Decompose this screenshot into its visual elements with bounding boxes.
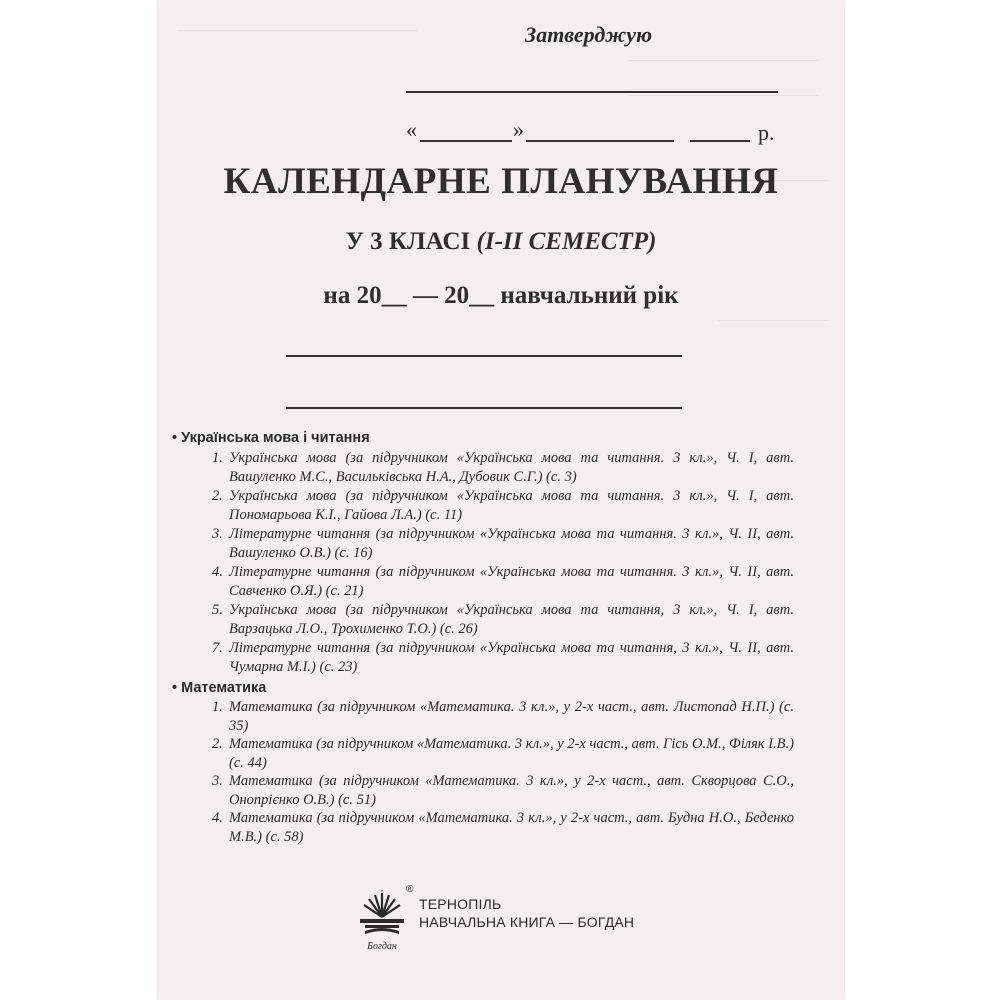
- item-number: 5.: [212, 602, 223, 618]
- list-item: [212, 487, 794, 525]
- academic-year-line: на 20__ — 20__ навчальний рік: [323, 282, 679, 309]
- item-number: 3.: [212, 526, 223, 542]
- item-text: Літературне читання (за підручником «Українська мова та читання, 3 кл.», Ч. ІІ, авт. Чумарна М.І.) (с. 23): [229, 640, 794, 675]
- item-text: Математика (за підручником «Математика. 3 кл.», у 2-х част., авт. Будна Н.О., Беденко М.В.) (с. 58): [229, 810, 794, 845]
- item-text: Літературне читання (за підручником «Українська мова та читання. 3 кл.», Ч. ІІ, авт. Вашуленко О.В.) (с. 16): [229, 526, 794, 561]
- list-item: [212, 772, 794, 809]
- logo-text: Богдан: [367, 941, 397, 952]
- item-number: 1.: [212, 450, 223, 466]
- list-item: [212, 735, 794, 772]
- item-number: 2.: [212, 736, 223, 752]
- item-text: Українська мова (за підручником «Українська мова та читання. 3 кл.», Ч. І, авт. Пономарьова К.І., Гайова Л.А.) (с. 11): [229, 488, 794, 523]
- item-number: 4.: [212, 564, 223, 580]
- list-item: [212, 525, 794, 563]
- item-text: Математика (за підручником «Математика. 3 кл.», у 2-х част., авт. Листопад Н.П.) (с. 35): [229, 699, 794, 734]
- list-item: [212, 563, 794, 601]
- math-list: [212, 698, 794, 846]
- date-quote-open: «: [406, 117, 417, 142]
- item-number: 7.: [212, 640, 223, 656]
- semester-label: (І-ІІ СЕМЕСТР): [476, 228, 657, 255]
- date-month-line: [526, 140, 674, 142]
- date-year-line: [690, 140, 750, 142]
- page-title: КАЛЕНДАРНЕ ПЛАНУВАННЯ: [223, 161, 779, 202]
- item-number: 1.: [212, 699, 223, 715]
- date-quote-close: »: [513, 117, 524, 142]
- bogdan-logo-icon: [357, 887, 407, 957]
- year-suffix: р.: [758, 120, 775, 145]
- signature-line: [406, 91, 778, 93]
- item-text: Літературне читання (за підручником «Українська мова та читання. 3 кл.», Ч. ІІ, авт. Савченко О.Я.) (с. 21): [229, 564, 794, 599]
- ukrainian-list: [212, 449, 794, 677]
- item-text: Математика (за підручником «Математика. 3 кл.», у 2-х част., авт. Скворцова С.О., Онопрієнко О.В.) (с. 51): [229, 773, 794, 808]
- list-item: [212, 601, 794, 639]
- blank-line-1: [286, 355, 682, 357]
- list-item: [212, 809, 794, 846]
- item-text: Українська мова (за підручником «Українська мова та читання. 3 кл.», Ч. І, авт. Вашуленко М.С., Васильківська Н.А., Дубовик С.Г.) (с. 3): [229, 450, 794, 485]
- item-number: 3.: [212, 773, 223, 789]
- list-item: [212, 449, 794, 487]
- publisher-name: НАВЧАЛЬНА КНИГА — БОГДАН: [419, 914, 635, 930]
- blank-line-2: [286, 407, 682, 409]
- grade-line: [158, 228, 844, 256]
- list-item: [212, 698, 794, 735]
- item-text: Математика (за підручником «Математика. 3 кл.», у 2-х част., авт. Гісь О.М., Філяк І.В.) (с. 44): [229, 736, 794, 771]
- registered-mark: ®: [406, 884, 414, 895]
- publisher-city: ТЕРНОПІЛЬ: [419, 896, 502, 912]
- section-heading-math: • Математика: [172, 680, 267, 696]
- date-day-line: [420, 140, 512, 142]
- section-heading-ukrainian: • Українська мова і читання: [172, 430, 370, 446]
- grade-prefix: У 3 КЛАСІ: [345, 228, 471, 255]
- list-item: [212, 639, 794, 677]
- approval-label: Затверджую: [525, 22, 653, 47]
- item-number: 2.: [212, 488, 223, 504]
- item-text: Українська мова (за підручником «Українська мова та читання, 3 кл.», Ч. І, авт. Варзацька Л.О., Трохименко Т.О.) (с. 26): [229, 602, 794, 637]
- item-number: 4.: [212, 810, 223, 826]
